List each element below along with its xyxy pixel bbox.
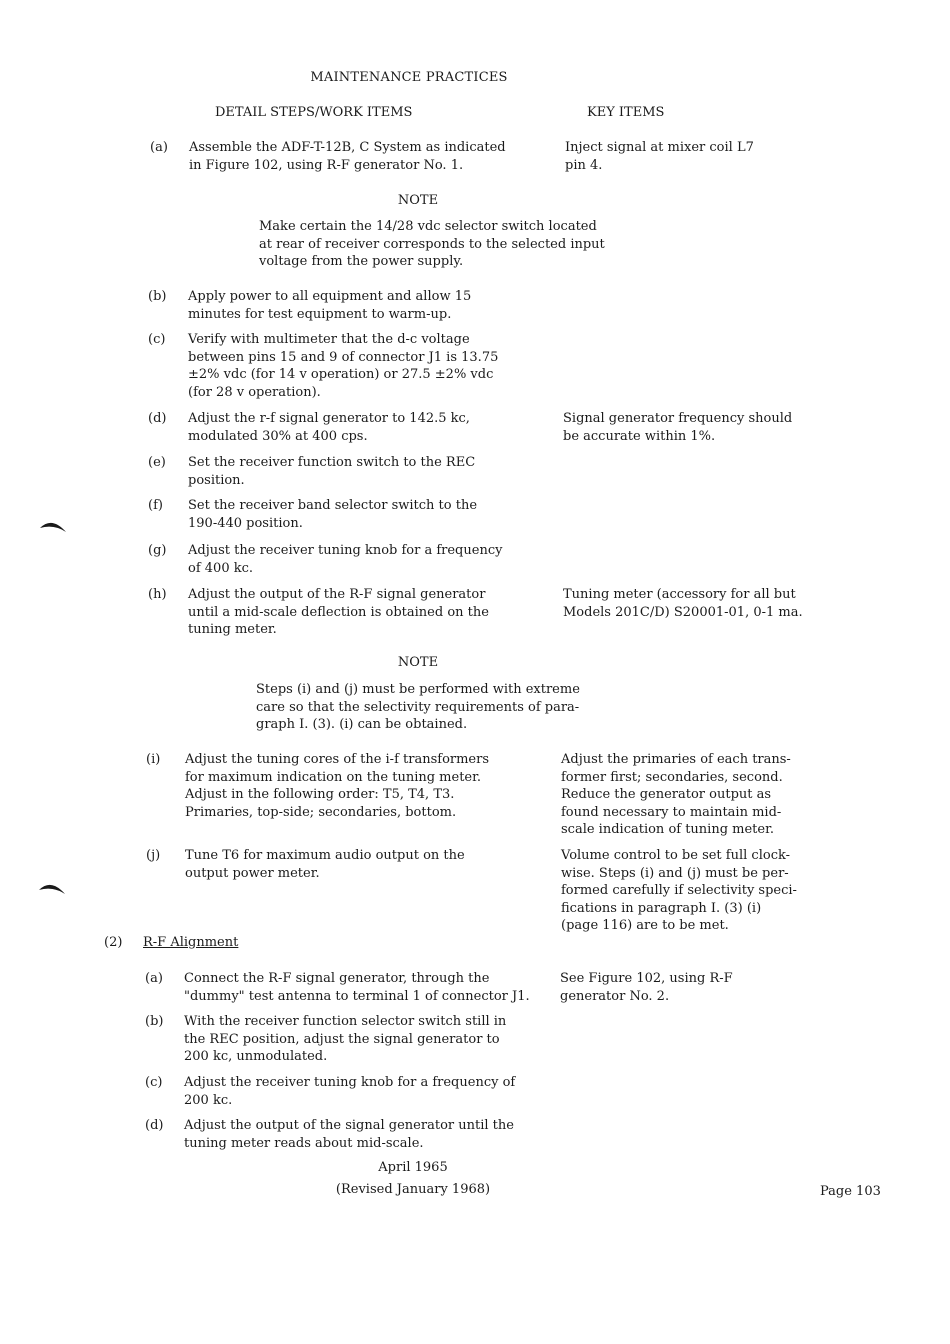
step-letter: (i) [146,752,161,767]
step-line: Connect the R-F signal generator, through the [184,971,490,986]
key-line: formed carefully if selectivity speci- [561,883,797,898]
step-line: in Figure 102, using R-F generator No. 1. [189,157,464,173]
step-line: Set the receiver function switch to the REC [188,455,476,470]
step-description [188,586,548,639]
note-heading: NOTE [397,193,439,208]
note-line: voltage from the power supply. [259,254,464,269]
key-item [565,139,835,174]
step-line: tuning meter reads about mid-scale. [184,1135,424,1151]
step-line: 200 kc. [184,1092,233,1108]
key-line: scale indication of tuning meter. [561,822,775,837]
step-line: between pins 15 and 9 of connector J1 is 13.75 [188,349,499,365]
key-line: See Figure 102, using R-F [560,971,733,986]
step-line: for maximum indication on the tuning meter. [185,769,482,785]
note-line: Steps (i) and (j) must be performed with extreme [256,682,580,697]
step-line: Set the receiver band selector switch to the [188,498,478,513]
key-line: Volume control to be set full clock- [561,848,791,863]
step-line: ±2% vdc (for 14 v operation) or 27.5 ±2% vdc [188,367,494,382]
key-line: Signal generator frequency should [563,411,793,426]
note-body [256,681,626,734]
key-line: be accurate within 1%. [563,428,716,444]
step-letter: (a) [150,140,168,155]
step-line: Apply power to all equipment and allow 15 [188,289,472,304]
key-line: Adjust the primaries of each trans- [561,752,791,767]
step-line: output power meter. [185,865,320,881]
note-line: Make certain the 14/28 vdc selector switch located [259,219,597,234]
step-letter: (c) [145,1075,163,1090]
step-line: 190-440 position. [188,515,303,531]
step-line: the REC position, adjust the signal generator to [184,1031,500,1047]
step-description [185,751,545,821]
section-number: (2) [104,935,123,950]
key-line: fications in paragraph I. (3) (i) [561,900,762,916]
step-line: modulated 30% at 400 cps. [188,428,368,444]
step-description [184,1013,554,1066]
section-title: R-F Alignment [143,935,239,950]
column-heading-steps: DETAIL STEPS/WORK ITEMS [215,105,413,120]
binder-hole-mark [37,878,67,898]
key-line: Tuning meter (accessory for all but [563,587,796,602]
step-letter: (g) [148,543,167,558]
footer-date: April 1965 [378,1160,448,1175]
key-line: (page 116) are to be met. [561,918,729,933]
step-line: Assemble the ADF-T-12B, C System as indicated [189,140,506,155]
key-line: wise. Steps (i) and (j) must be per- [561,865,789,881]
step-line: until a mid-scale deflection is obtained on the [188,604,489,620]
step-line: Tune T6 for maximum audio output on the [185,848,465,863]
step-line: (for 28 v operation). [188,384,321,400]
note-heading: NOTE [397,655,439,670]
step-letter: (f) [148,498,163,513]
key-line: former first; secondaries, second. [561,769,783,785]
step-letter: (b) [148,289,167,304]
step-description [188,410,548,445]
step-letter: (c) [148,332,166,347]
step-line: minutes for test equipment to warm-up. [188,306,452,322]
step-letter: (j) [146,848,161,863]
step-line: Primaries, top-side; secondaries, bottom. [185,804,457,820]
step-letter: (b) [145,1014,164,1029]
step-line: Adjust the tuning cores of the i-f transformers [185,752,490,767]
column-heading-key-items: KEY ITEMS [587,105,665,120]
step-description [184,970,554,1005]
step-line: Adjust the output of the R-F signal generator [188,587,486,602]
step-letter: (d) [145,1118,164,1133]
step-description [188,497,548,532]
step-line: Adjust the receiver tuning knob for a frequency [188,543,503,558]
step-line: With the receiver function selector switch still in [184,1014,507,1029]
step-letter: (h) [148,587,167,602]
step-line: Verify with multimeter that the d-c voltage [188,332,470,347]
step-letter: (a) [145,971,163,986]
key-item [561,847,831,935]
key-line: Reduce the generator output as [561,787,772,802]
step-description [188,331,548,401]
page-number: Page 103 [820,1184,881,1199]
step-line: "dummy" test antenna to terminal 1 of connector J1. [184,988,530,1004]
key-line: generator No. 2. [560,988,670,1004]
key-item [560,970,830,1005]
step-description [189,139,549,174]
step-description [185,847,545,882]
step-line: Adjust the output of the signal generator until the [184,1118,514,1133]
note-body [259,218,629,271]
note-line: care so that the selectivity requirements of para- [256,699,580,715]
key-item [563,410,833,445]
step-letter: (d) [148,411,167,426]
step-description [188,454,548,489]
page-title: MAINTENANCE PRACTICES [310,70,508,85]
step-description [188,288,548,323]
step-line: position. [188,472,245,488]
footer-revised: (Revised January 1968) [335,1182,491,1197]
step-line: tuning meter. [188,622,277,637]
key-line: Models 201C/D) S20001-01, 0-1 ma. [563,604,803,620]
step-description [184,1074,554,1109]
key-line: found necessary to maintain mid- [561,804,782,820]
step-line: Adjust the r-f signal generator to 142.5 kc, [188,411,470,426]
step-line: of 400 kc. [188,560,254,576]
step-line: Adjust the receiver tuning knob for a frequency of [184,1075,516,1090]
key-item [561,751,831,839]
step-line: Adjust in the following order: T5, T4, T3. [185,787,455,802]
step-line: 200 kc, unmodulated. [184,1049,328,1064]
step-description [188,542,548,577]
key-line: Inject signal at mixer coil L7 [565,140,754,155]
key-line: pin 4. [565,157,603,173]
note-line: at rear of receiver corresponds to the selected input [259,236,605,252]
step-description [184,1117,554,1152]
note-line: graph I. (3). (i) can be obtained. [256,717,468,732]
binder-hole-mark [38,516,68,536]
step-letter: (e) [148,455,166,470]
key-item [563,586,833,621]
